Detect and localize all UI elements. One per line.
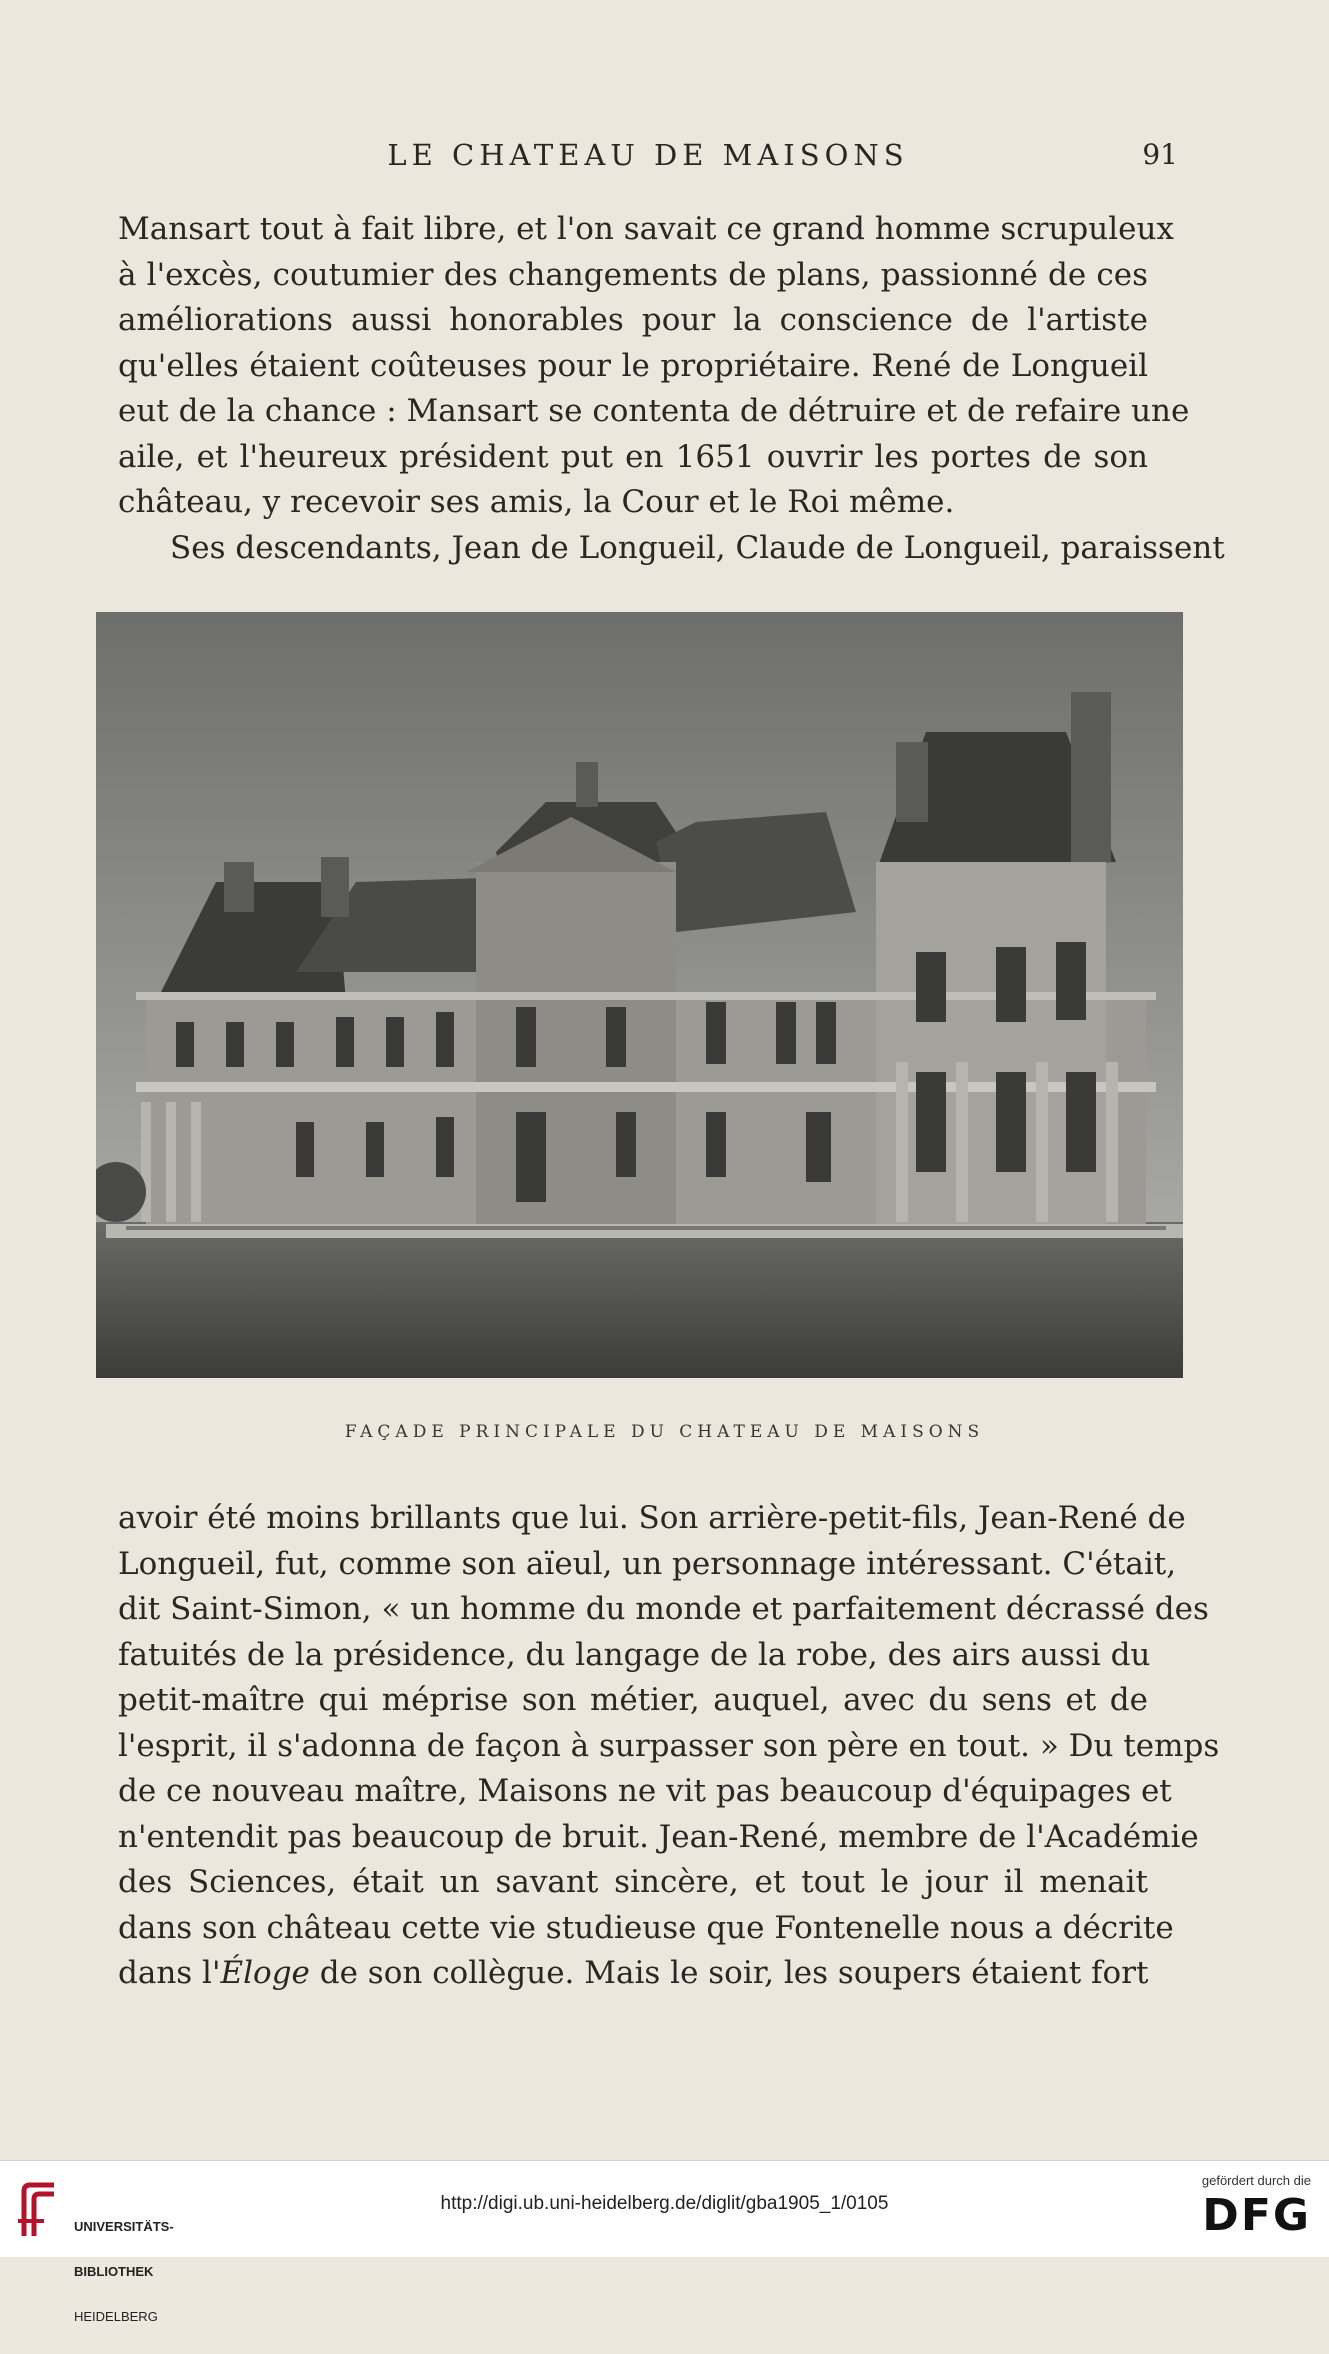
text-line: à l'excès, coutumier des changements de plans, passionné de ces <box>118 256 1148 293</box>
text-line: de ce nouveau maître, Maisons ne vit pas beaucoup d'équipages et <box>118 1773 1172 1809</box>
text-line: des Sciences, était un savant sincère, et tout le jour il menait <box>118 1864 1148 1900</box>
funder-logo[interactable] <box>1181 2173 1311 2249</box>
text-line: fatuités de la présidence, du langage de la robe, des airs aussi du <box>118 1636 1151 1673</box>
text-line: aile, et l'heureux président put en 1651 ouvrir les portes de son <box>118 438 1148 475</box>
page-number: 91 <box>1142 138 1178 171</box>
text-line: eut de la chance : Mansart se contenta de détruire et de refaire une <box>118 393 1190 429</box>
figure-caption: FAÇADE PRINCIPALE DU CHATEAU DE MAISONS <box>344 1422 985 1442</box>
text-block-top <box>118 207 1225 571</box>
text-line: avoir été moins brillants que lui. Son arrière-petit-fils, Jean-René de <box>118 1500 1186 1536</box>
text-line: l'esprit, il s'adonna de façon à surpasser son père en tout. » Du temps <box>118 1727 1220 1764</box>
text-line: qu'elles étaient coûteuses pour le propriétaire. René de Longueil <box>118 347 1148 384</box>
text-line: Longueil, fut, comme son aïeul, un personnage intéressant. C'était, <box>118 1545 1177 1582</box>
library-name-line: BIBLIOTHEK <box>74 2264 154 2279</box>
text-line: Mansart tout à fait libre, et l'on savait ce grand homme scrupuleux <box>118 211 1174 247</box>
text-fragment: de son collègue. Mais le soir, les soupers étaient fort <box>309 1955 1149 1991</box>
text-line: dans son château cette vie studieuse que Fontenelle nous a décrite <box>118 1909 1174 1946</box>
library-name-line: UNIVERSITÄTS- <box>74 2219 174 2234</box>
text-line: n'entendit pas beaucoup de bruit. Jean-René, membre de l'Académie <box>118 1818 1199 1855</box>
funding-text: gefördert durch die <box>1201 2173 1311 2188</box>
running-head <box>118 138 1178 178</box>
running-title: LE CHATEAU DE MAISONS <box>387 138 909 172</box>
text-block-bottom <box>118 1496 1220 1997</box>
text-line: améliorations aussi honorables pour la conscience de l'artiste <box>118 302 1148 338</box>
page-url[interactable]: http://digi.ub.uni-heidelberg.de/diglit/gba1905_1/0105 <box>440 2193 889 2214</box>
text-fragment: dans l' <box>118 1955 221 1991</box>
chateau-illustration <box>96 612 1183 1378</box>
chateau-photograph <box>96 612 1183 1378</box>
library-name-line: HEIDELBERG <box>74 2309 158 2324</box>
text-line: petit-maître qui méprise son métier, auquel, avec du sens et de <box>118 1682 1148 1718</box>
text-line-last <box>118 1951 1148 1997</box>
text-line: Ses descendants, Jean de Longueil, Claude de Longueil, paraissent <box>170 529 1225 566</box>
viewer-footer <box>0 2160 1329 2324</box>
text-line: château, y recevoir ses amis, la Cour et le Roi même. <box>118 484 955 520</box>
italic-title: Éloge <box>220 1955 310 1991</box>
text-line: dit Saint-Simon, « un homme du monde et parfaitement décrassé des <box>118 1591 1209 1627</box>
dfg-logo-text: DFG <box>1202 2190 1311 2241</box>
